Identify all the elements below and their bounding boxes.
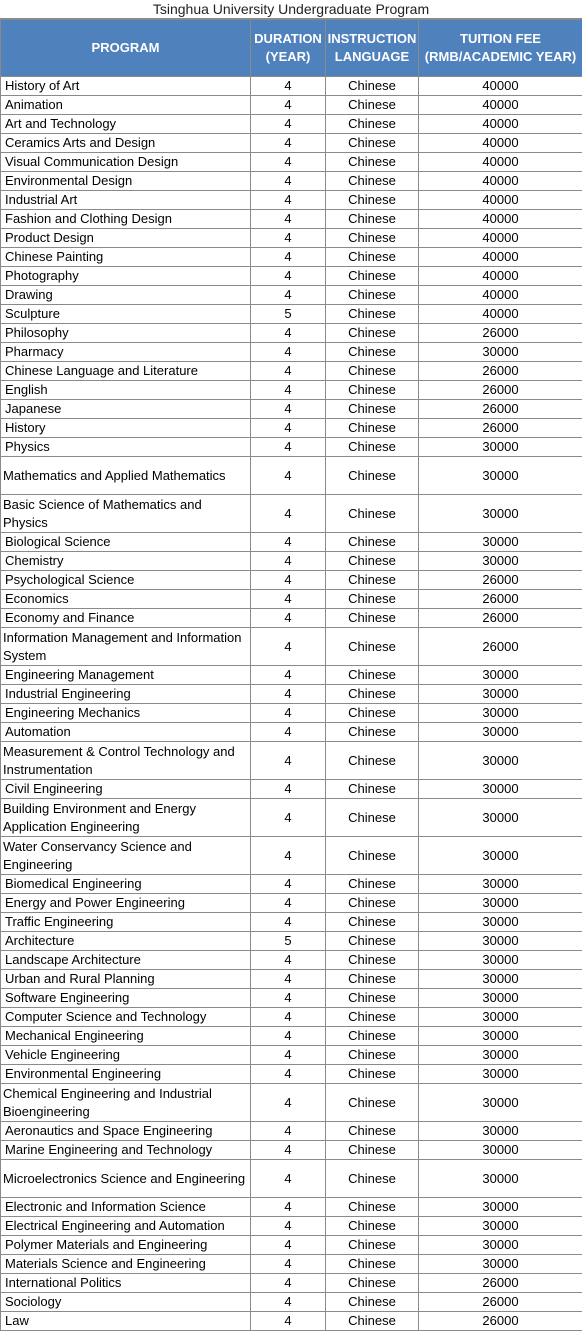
tuition-cell[interactable]: 30000	[419, 1008, 582, 1027]
duration-cell[interactable]: 4	[251, 1046, 326, 1065]
language-cell[interactable]: Chinese	[326, 1084, 419, 1122]
tuition-cell[interactable]: 30000	[419, 457, 582, 495]
table-row	[1, 1293, 582, 1312]
table-row	[1, 1122, 582, 1141]
language-cell[interactable]: Chinese	[326, 723, 419, 742]
program-cell[interactable]: Materials Science and Engineering	[1, 1255, 251, 1274]
duration-cell[interactable]: 5	[251, 305, 326, 324]
duration-cell[interactable]: 4	[251, 248, 326, 267]
duration-cell[interactable]: 4	[251, 1141, 326, 1160]
duration-cell[interactable]: 4	[251, 742, 326, 780]
program-cell[interactable]: Economics	[1, 590, 251, 609]
table-row	[1, 913, 582, 932]
language-cell[interactable]: Chinese	[326, 1236, 419, 1255]
tuition-cell[interactable]: 40000	[419, 96, 582, 115]
tuition-cell[interactable]: 30000	[419, 742, 582, 780]
tuition-cell[interactable]: 26000	[419, 609, 582, 628]
duration-cell[interactable]: 4	[251, 115, 326, 134]
table-row	[1, 286, 582, 305]
program-cell[interactable]: Computer Science and Technology	[1, 1008, 251, 1027]
table-row	[1, 172, 582, 191]
program-cell[interactable]: Vehicle Engineering	[1, 1046, 251, 1065]
language-cell[interactable]: Chinese	[326, 229, 419, 248]
program-cell[interactable]: Energy and Power Engineering	[1, 894, 251, 913]
program-cell[interactable]: Electrical Engineering and Automation	[1, 1217, 251, 1236]
table-row	[1, 609, 582, 628]
tuition-cell[interactable]: 26000	[419, 400, 582, 419]
language-cell[interactable]: Chinese	[326, 1217, 419, 1236]
program-cell[interactable]: Building Environment and Energy Application Engineering	[1, 799, 251, 837]
table-row	[1, 1312, 582, 1331]
tuition-cell[interactable]: 30000	[419, 685, 582, 704]
language-cell[interactable]: Chinese	[326, 799, 419, 837]
tuition-cell[interactable]: 30000	[419, 1046, 582, 1065]
language-cell[interactable]: Chinese	[326, 989, 419, 1008]
table-row	[1, 742, 582, 780]
language-cell[interactable]: Chinese	[326, 1274, 419, 1293]
program-cell[interactable]: Basic Science of Mathematics and Physics	[1, 495, 251, 533]
tuition-cell[interactable]: 40000	[419, 229, 582, 248]
table-row	[1, 799, 582, 837]
duration-cell[interactable]: 4	[251, 590, 326, 609]
language-cell[interactable]: Chinese	[326, 457, 419, 495]
duration-cell[interactable]: 4	[251, 533, 326, 552]
duration-cell[interactable]: 4	[251, 970, 326, 989]
header-program[interactable]: PROGRAM	[1, 20, 251, 77]
tuition-cell[interactable]: 40000	[419, 134, 582, 153]
duration-cell[interactable]: 4	[251, 609, 326, 628]
table-row	[1, 951, 582, 970]
table-row	[1, 666, 582, 685]
language-cell[interactable]: Chinese	[326, 191, 419, 210]
language-cell[interactable]: Chinese	[326, 438, 419, 457]
tuition-cell[interactable]: 30000	[419, 1217, 582, 1236]
tuition-cell[interactable]: 30000	[419, 989, 582, 1008]
table-row	[1, 457, 582, 495]
language-cell[interactable]: Chinese	[326, 533, 419, 552]
duration-cell[interactable]: 4	[251, 571, 326, 590]
duration-cell[interactable]: 4	[251, 77, 326, 96]
duration-cell[interactable]: 4	[251, 1312, 326, 1331]
program-cell[interactable]: Visual Communication Design	[1, 153, 251, 172]
tuition-cell[interactable]: 30000	[419, 1065, 582, 1084]
table-row	[1, 362, 582, 381]
table-row	[1, 704, 582, 723]
tuition-cell[interactable]: 30000	[419, 970, 582, 989]
duration-cell[interactable]: 4	[251, 837, 326, 875]
duration-cell[interactable]: 4	[251, 381, 326, 400]
table-row	[1, 324, 582, 343]
table-row	[1, 552, 582, 571]
program-cell[interactable]: English	[1, 381, 251, 400]
program-cell[interactable]: Landscape Architecture	[1, 951, 251, 970]
table-row	[1, 381, 582, 400]
duration-cell[interactable]: 4	[251, 1236, 326, 1255]
table-row	[1, 837, 582, 875]
program-cell[interactable]: Animation	[1, 96, 251, 115]
language-cell[interactable]: Chinese	[326, 419, 419, 438]
program-cell[interactable]: Drawing	[1, 286, 251, 305]
program-cell[interactable]: Water Conservancy Science and Engineering	[1, 837, 251, 875]
duration-cell[interactable]: 4	[251, 780, 326, 799]
tuition-cell[interactable]: 30000	[419, 799, 582, 837]
program-cell[interactable]: Microelectronics Science and Engineering	[1, 1160, 251, 1198]
program-cell[interactable]: Chemistry	[1, 552, 251, 571]
table-row	[1, 1065, 582, 1084]
duration-cell[interactable]: 4	[251, 799, 326, 837]
program-cell[interactable]: Urban and Rural Planning	[1, 970, 251, 989]
language-cell[interactable]: Chinese	[326, 495, 419, 533]
language-cell[interactable]: Chinese	[326, 77, 419, 96]
program-cell[interactable]: Architecture	[1, 932, 251, 951]
tuition-cell[interactable]: 30000	[419, 837, 582, 875]
duration-cell[interactable]: 4	[251, 894, 326, 913]
tuition-cell[interactable]: 40000	[419, 248, 582, 267]
tuition-cell[interactable]: 26000	[419, 590, 582, 609]
table-row	[1, 495, 582, 533]
language-cell[interactable]: Chinese	[326, 96, 419, 115]
duration-cell[interactable]: 4	[251, 1122, 326, 1141]
table-row	[1, 153, 582, 172]
language-cell[interactable]: Chinese	[326, 742, 419, 780]
program-cell[interactable]: Marine Engineering and Technology	[1, 1141, 251, 1160]
tuition-cell[interactable]: 26000	[419, 362, 582, 381]
table-row	[1, 780, 582, 799]
language-cell[interactable]: Chinese	[326, 609, 419, 628]
program-cell[interactable]: Environmental Design	[1, 172, 251, 191]
program-cell[interactable]: Psychological Science	[1, 571, 251, 590]
table-row	[1, 134, 582, 153]
tuition-cell[interactable]: 30000	[419, 1236, 582, 1255]
language-cell[interactable]: Chinese	[326, 1312, 419, 1331]
tuition-cell[interactable]: 26000	[419, 324, 582, 343]
program-cell[interactable]: Civil Engineering	[1, 780, 251, 799]
tuition-cell[interactable]: 30000	[419, 913, 582, 932]
tuition-cell[interactable]: 30000	[419, 780, 582, 799]
program-cell[interactable]: Fashion and Clothing Design	[1, 210, 251, 229]
program-cell[interactable]: Engineering Management	[1, 666, 251, 685]
language-cell[interactable]: Chinese	[326, 628, 419, 666]
table-row	[1, 77, 582, 96]
language-cell[interactable]: Chinese	[326, 685, 419, 704]
language-cell[interactable]: Chinese	[326, 666, 419, 685]
program-cell[interactable]: Art and Technology	[1, 115, 251, 134]
table-row	[1, 248, 582, 267]
program-cell[interactable]: Mechanical Engineering	[1, 1027, 251, 1046]
tuition-cell[interactable]: 26000	[419, 419, 582, 438]
language-cell[interactable]: Chinese	[326, 381, 419, 400]
table-row	[1, 1084, 582, 1122]
program-cell[interactable]: International Politics	[1, 1274, 251, 1293]
language-cell[interactable]: Chinese	[326, 780, 419, 799]
table-row	[1, 1236, 582, 1255]
program-cell[interactable]: Physics	[1, 438, 251, 457]
language-cell[interactable]: Chinese	[326, 1122, 419, 1141]
sheet-title: Tsinghua University Undergraduate Program	[0, 0, 582, 19]
language-cell[interactable]: Chinese	[326, 267, 419, 286]
table-row	[1, 210, 582, 229]
tuition-cell[interactable]: 26000	[419, 1312, 582, 1331]
duration-cell[interactable]: 4	[251, 1255, 326, 1274]
table-row	[1, 305, 582, 324]
program-cell[interactable]: Measurement & Control Technology and Instrumentation	[1, 742, 251, 780]
tuition-cell[interactable]: 30000	[419, 1122, 582, 1141]
table-row	[1, 1046, 582, 1065]
table-row	[1, 343, 582, 362]
table-row	[1, 894, 582, 913]
tuition-cell[interactable]: 30000	[419, 704, 582, 723]
table-row	[1, 1255, 582, 1274]
duration-cell[interactable]: 4	[251, 723, 326, 742]
table-row	[1, 571, 582, 590]
language-cell[interactable]: Chinese	[326, 400, 419, 419]
language-cell[interactable]: Chinese	[326, 362, 419, 381]
table-row	[1, 970, 582, 989]
table-row	[1, 1160, 582, 1198]
duration-cell[interactable]: 4	[251, 685, 326, 704]
language-cell[interactable]: Chinese	[326, 1027, 419, 1046]
table-row	[1, 191, 582, 210]
table-row	[1, 96, 582, 115]
table-row	[1, 989, 582, 1008]
header-row	[1, 20, 582, 77]
duration-cell[interactable]: 4	[251, 362, 326, 381]
program-cell[interactable]: Environmental Engineering	[1, 1065, 251, 1084]
program-cell[interactable]: Aeronautics and Space Engineering	[1, 1122, 251, 1141]
duration-cell[interactable]: 4	[251, 229, 326, 248]
language-cell[interactable]: Chinese	[326, 115, 419, 134]
language-cell[interactable]: Chinese	[326, 590, 419, 609]
program-cell[interactable]: Electronic and Information Science	[1, 1198, 251, 1217]
duration-cell[interactable]: 4	[251, 343, 326, 362]
program-cell[interactable]: Ceramics Arts and Design	[1, 134, 251, 153]
program-cell[interactable]: Sociology	[1, 1293, 251, 1312]
duration-cell[interactable]: 4	[251, 628, 326, 666]
tuition-cell[interactable]: 40000	[419, 305, 582, 324]
table-row	[1, 1027, 582, 1046]
program-cell[interactable]: Economy and Finance	[1, 609, 251, 628]
tuition-cell[interactable]: 30000	[419, 1027, 582, 1046]
language-cell[interactable]: Chinese	[326, 1160, 419, 1198]
tuition-cell[interactable]: 30000	[419, 438, 582, 457]
table-row	[1, 400, 582, 419]
tuition-cell[interactable]: 30000	[419, 552, 582, 571]
tuition-cell[interactable]: 30000	[419, 343, 582, 362]
duration-cell[interactable]: 4	[251, 438, 326, 457]
duration-cell[interactable]: 5	[251, 932, 326, 951]
program-cell[interactable]: History of Art	[1, 77, 251, 96]
language-cell[interactable]: Chinese	[326, 704, 419, 723]
duration-cell[interactable]: 4	[251, 1065, 326, 1084]
program-cell[interactable]: Information Management and Information System	[1, 628, 251, 666]
program-cell[interactable]: Mathematics and Applied Mathematics	[1, 457, 251, 495]
tuition-cell[interactable]: 40000	[419, 77, 582, 96]
tuition-cell[interactable]: 40000	[419, 286, 582, 305]
duration-cell[interactable]: 4	[251, 704, 326, 723]
language-cell[interactable]: Chinese	[326, 1141, 419, 1160]
table-row	[1, 438, 582, 457]
duration-cell[interactable]: 4	[251, 1027, 326, 1046]
language-cell[interactable]: Chinese	[326, 210, 419, 229]
tuition-cell[interactable]: 30000	[419, 495, 582, 533]
tuition-cell[interactable]: 26000	[419, 381, 582, 400]
language-cell[interactable]: Chinese	[326, 951, 419, 970]
tuition-cell[interactable]: 30000	[419, 1198, 582, 1217]
tuition-cell[interactable]: 40000	[419, 172, 582, 191]
table-row	[1, 628, 582, 666]
table-row	[1, 1274, 582, 1293]
duration-cell[interactable]: 4	[251, 989, 326, 1008]
program-cell[interactable]: Law	[1, 1312, 251, 1331]
language-cell[interactable]: Chinese	[326, 1255, 419, 1274]
program-cell[interactable]: Biomedical Engineering	[1, 875, 251, 894]
tuition-cell[interactable]: 26000	[419, 628, 582, 666]
table-row	[1, 267, 582, 286]
language-cell[interactable]: Chinese	[326, 1065, 419, 1084]
tuition-cell[interactable]: 40000	[419, 210, 582, 229]
tuition-cell[interactable]: 26000	[419, 1293, 582, 1312]
duration-cell[interactable]: 4	[251, 1274, 326, 1293]
table-row	[1, 685, 582, 704]
language-cell[interactable]: Chinese	[326, 305, 419, 324]
duration-cell[interactable]: 4	[251, 267, 326, 286]
program-cell[interactable]: Photography	[1, 267, 251, 286]
program-cell[interactable]: Biological Science	[1, 533, 251, 552]
language-cell[interactable]: Chinese	[326, 343, 419, 362]
duration-cell[interactable]: 4	[251, 286, 326, 305]
table-row	[1, 1008, 582, 1027]
tuition-cell[interactable]: 30000	[419, 894, 582, 913]
program-cell[interactable]: Japanese	[1, 400, 251, 419]
language-cell[interactable]: Chinese	[326, 875, 419, 894]
duration-cell[interactable]: 4	[251, 96, 326, 115]
table-row	[1, 875, 582, 894]
language-cell[interactable]: Chinese	[326, 1293, 419, 1312]
header-tuition[interactable]: TUITION FEE (RMB/ACADEMIC YEAR)	[419, 20, 582, 77]
tuition-cell[interactable]: 40000	[419, 115, 582, 134]
duration-cell[interactable]: 4	[251, 400, 326, 419]
table-row	[1, 533, 582, 552]
duration-cell[interactable]: 4	[251, 419, 326, 438]
program-cell[interactable]: Pharmacy	[1, 343, 251, 362]
tuition-cell[interactable]: 26000	[419, 571, 582, 590]
duration-cell[interactable]: 4	[251, 1008, 326, 1027]
duration-cell[interactable]: 4	[251, 913, 326, 932]
table-row	[1, 419, 582, 438]
program-cell[interactable]: Sculpture	[1, 305, 251, 324]
table-row	[1, 723, 582, 742]
duration-cell[interactable]: 4	[251, 153, 326, 172]
duration-cell[interactable]: 4	[251, 1293, 326, 1312]
duration-cell[interactable]: 4	[251, 134, 326, 153]
program-cell[interactable]: Product Design	[1, 229, 251, 248]
duration-cell[interactable]: 4	[251, 495, 326, 533]
language-cell[interactable]: Chinese	[326, 932, 419, 951]
table-row	[1, 932, 582, 951]
duration-cell[interactable]: 4	[251, 552, 326, 571]
program-cell[interactable]: Automation	[1, 723, 251, 742]
tuition-cell[interactable]: 40000	[419, 267, 582, 286]
program-cell[interactable]: Philosophy	[1, 324, 251, 343]
language-cell[interactable]: Chinese	[326, 837, 419, 875]
tuition-cell[interactable]: 30000	[419, 1160, 582, 1198]
program-cell[interactable]: History	[1, 419, 251, 438]
duration-cell[interactable]: 4	[251, 191, 326, 210]
language-cell[interactable]: Chinese	[326, 1046, 419, 1065]
program-cell[interactable]: Engineering Mechanics	[1, 704, 251, 723]
table-row	[1, 1217, 582, 1236]
header-language[interactable]: INSTRUCTION LANGUAGE	[326, 20, 419, 77]
duration-cell[interactable]: 4	[251, 1160, 326, 1198]
table-header	[1, 20, 582, 77]
tuition-cell[interactable]: 30000	[419, 951, 582, 970]
language-cell[interactable]: Chinese	[326, 552, 419, 571]
program-cell[interactable]: Software Engineering	[1, 989, 251, 1008]
tuition-cell[interactable]: 30000	[419, 533, 582, 552]
table-row	[1, 229, 582, 248]
language-cell[interactable]: Chinese	[326, 172, 419, 191]
language-cell[interactable]: Chinese	[326, 913, 419, 932]
language-cell[interactable]: Chinese	[326, 324, 419, 343]
program-cell[interactable]: Chemical Engineering and Industrial Bioengineering	[1, 1084, 251, 1122]
header-duration[interactable]: DURATION (YEAR)	[251, 20, 326, 77]
tuition-cell[interactable]: 30000	[419, 1141, 582, 1160]
table-row	[1, 1141, 582, 1160]
table-row	[1, 115, 582, 134]
program-cell[interactable]: Chinese Painting	[1, 248, 251, 267]
language-cell[interactable]: Chinese	[326, 894, 419, 913]
tuition-cell[interactable]: 30000	[419, 1084, 582, 1122]
duration-cell[interactable]: 4	[251, 324, 326, 343]
tuition-cell[interactable]: 30000	[419, 1255, 582, 1274]
duration-cell[interactable]: 4	[251, 666, 326, 685]
language-cell[interactable]: Chinese	[326, 970, 419, 989]
duration-cell[interactable]: 4	[251, 1084, 326, 1122]
language-cell[interactable]: Chinese	[326, 134, 419, 153]
program-cell[interactable]: Polymer Materials and Engineering	[1, 1236, 251, 1255]
duration-cell[interactable]: 4	[251, 210, 326, 229]
duration-cell[interactable]: 4	[251, 875, 326, 894]
language-cell[interactable]: Chinese	[326, 1198, 419, 1217]
tuition-cell[interactable]: 30000	[419, 932, 582, 951]
table-row	[1, 1198, 582, 1217]
duration-cell[interactable]: 4	[251, 951, 326, 970]
duration-cell[interactable]: 4	[251, 1198, 326, 1217]
tuition-cell[interactable]: 30000	[419, 666, 582, 685]
language-cell[interactable]: Chinese	[326, 248, 419, 267]
program-cell[interactable]: Industrial Engineering	[1, 685, 251, 704]
tuition-cell[interactable]: 26000	[419, 1274, 582, 1293]
duration-cell[interactable]: 4	[251, 1217, 326, 1236]
language-cell[interactable]: Chinese	[326, 153, 419, 172]
table-body	[1, 77, 582, 1331]
program-cell[interactable]: Traffic Engineering	[1, 913, 251, 932]
tuition-cell[interactable]: 30000	[419, 723, 582, 742]
language-cell[interactable]: Chinese	[326, 1008, 419, 1027]
language-cell[interactable]: Chinese	[326, 286, 419, 305]
duration-cell[interactable]: 4	[251, 172, 326, 191]
program-cell[interactable]: Chinese Language and Literature	[1, 362, 251, 381]
table-row	[1, 590, 582, 609]
tuition-cell[interactable]: 30000	[419, 875, 582, 894]
tuition-cell[interactable]: 40000	[419, 191, 582, 210]
program-cell[interactable]: Industrial Art	[1, 191, 251, 210]
program-table	[0, 19, 582, 1331]
tuition-cell[interactable]: 40000	[419, 153, 582, 172]
language-cell[interactable]: Chinese	[326, 571, 419, 590]
duration-cell[interactable]: 4	[251, 457, 326, 495]
